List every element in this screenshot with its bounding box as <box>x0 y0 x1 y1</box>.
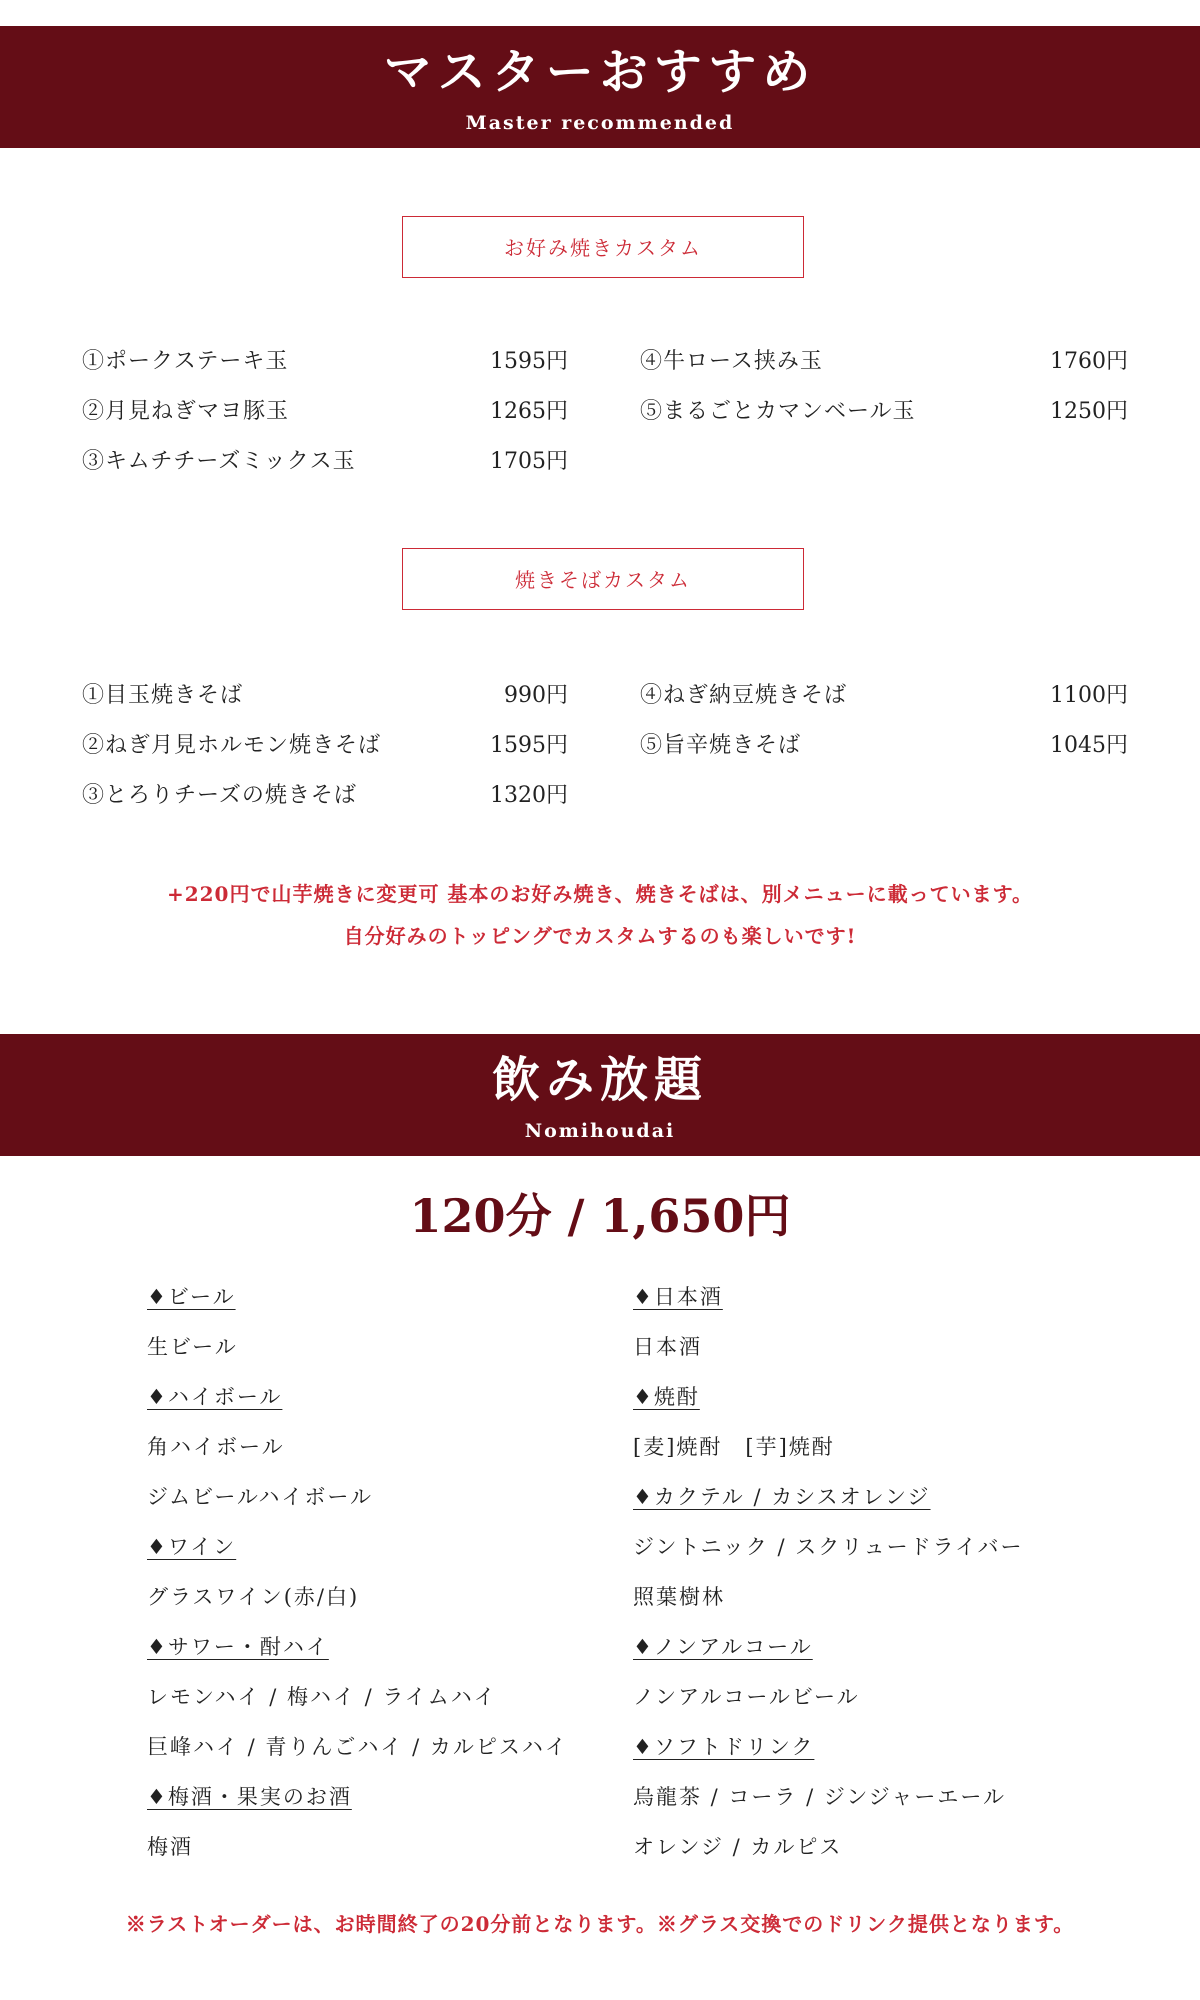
section-title: 飲み放題 <box>491 1052 708 1108</box>
drink-item: 巨峰ハイ / 青りんごハイ / カルピスハイ <box>147 1735 568 1759</box>
menu-item-name: ⑤旨辛焼きそば <box>640 732 802 758</box>
drink-item: グラスワイン(赤/白) <box>147 1585 360 1609</box>
drink-category-heading: ♦梅酒・果実のお酒 <box>147 1785 352 1809</box>
menu-item <box>82 778 568 808</box>
menu-item <box>640 344 1128 374</box>
drink-item: ノンアルコールビール <box>633 1685 860 1709</box>
menu-item-price: 1100円 <box>1050 682 1128 708</box>
master-recommended-banner <box>0 26 1200 148</box>
menu-item <box>82 344 568 374</box>
drink-item: ジントニック / スクリュードライバー <box>633 1535 1024 1559</box>
drink-item: [麦]焼酎 [芋]焼酎 <box>633 1435 835 1459</box>
menu-item-name: ②月見ねぎマヨ豚玉 <box>82 398 290 424</box>
menu-item <box>640 728 1128 758</box>
section-title: マスターおすすめ <box>383 44 817 100</box>
category-okonomiyaki-custom: お好み焼きカスタム <box>402 216 804 278</box>
menu-item-price: 1250円 <box>1050 398 1128 424</box>
drink-item: 角ハイボール <box>147 1435 285 1459</box>
menu-item-price: 1760円 <box>1050 348 1128 374</box>
section-subtitle: Nomihoudai <box>524 1120 676 1142</box>
menu-item-price: 1265円 <box>490 398 568 424</box>
menu-item <box>82 678 568 708</box>
drink-item: 梅酒 <box>147 1835 193 1859</box>
drink-item: ジムビールハイボール <box>147 1485 374 1509</box>
custom-note-line2: 自分好みのトッピングでカスタムするのも楽しいです! <box>343 924 857 948</box>
drink-category-heading: ♦ビール <box>147 1285 236 1309</box>
drink-category-heading: ♦ノンアルコール <box>633 1635 813 1659</box>
menu-item-price: 1595円 <box>490 732 568 758</box>
menu-item <box>82 444 568 474</box>
drink-category-heading: ♦ソフトドリンク <box>633 1735 815 1759</box>
menu-item-price: 990円 <box>504 682 568 708</box>
menu-item-price: 1705円 <box>490 448 568 474</box>
drink-item: 日本酒 <box>633 1335 702 1359</box>
drink-item: オレンジ / カルピス <box>633 1835 843 1859</box>
drink-item: 照葉樹林 <box>633 1585 725 1609</box>
menu-item-name: ③とろりチーズの焼きそば <box>82 782 357 808</box>
drink-item: 生ビール <box>147 1335 238 1359</box>
last-order-footnote: ※ラストオーダーは、お時間終了の20分前となります。※グラス交換でのドリンク提供となります。 <box>125 1912 1075 1936</box>
drink-category-heading: ♦ハイボール <box>147 1385 283 1409</box>
menu-item-price: 1045円 <box>1050 732 1128 758</box>
menu-item <box>82 728 568 758</box>
menu-item-name: ③キムチチーズミックス玉 <box>82 448 356 474</box>
menu-item-price: 1595円 <box>490 348 568 374</box>
drink-category-heading: ♦カクテル / カシスオレンジ <box>633 1485 931 1509</box>
menu-item-name: ⑤まるごとカマンベール玉 <box>640 398 916 424</box>
nomihoudai-price: 120分 / 1,650円 <box>409 1189 791 1243</box>
section-subtitle: Master recommended <box>465 112 735 134</box>
drink-category-heading: ♦サワー・酎ハイ <box>147 1635 329 1659</box>
menu-item-name: ②ねぎ月見ホルモン焼きそば <box>82 732 382 758</box>
custom-note-line1: +220円で山芋焼きに変更可 基本のお好み焼き、焼きそばは、別メニューに載っています。 <box>166 882 1034 906</box>
menu-item <box>82 394 568 424</box>
menu-item-name: ④ねぎ納豆焼きそば <box>640 682 848 708</box>
menu-item-name: ④牛ロース挟み玉 <box>640 348 823 374</box>
menu-item-name: ①ポークステーキ玉 <box>82 348 289 374</box>
menu-item-name: ①目玉焼きそば <box>82 682 244 708</box>
drink-item: 烏龍茶 / コーラ / ジンジャーエール <box>633 1785 1006 1809</box>
drink-category-heading: ♦ワイン <box>147 1535 237 1559</box>
category-yakisoba-custom: 焼きそばカスタム <box>402 548 804 610</box>
drink-category-heading: ♦日本酒 <box>633 1285 723 1309</box>
drink-category-heading: ♦焼酎 <box>633 1385 700 1409</box>
menu-item <box>640 678 1128 708</box>
menu-item <box>640 394 1128 424</box>
drink-item: レモンハイ / 梅ハイ / ライムハイ <box>147 1685 497 1709</box>
nomihoudai-banner <box>0 1034 1200 1156</box>
menu-item-price: 1320円 <box>490 782 568 808</box>
